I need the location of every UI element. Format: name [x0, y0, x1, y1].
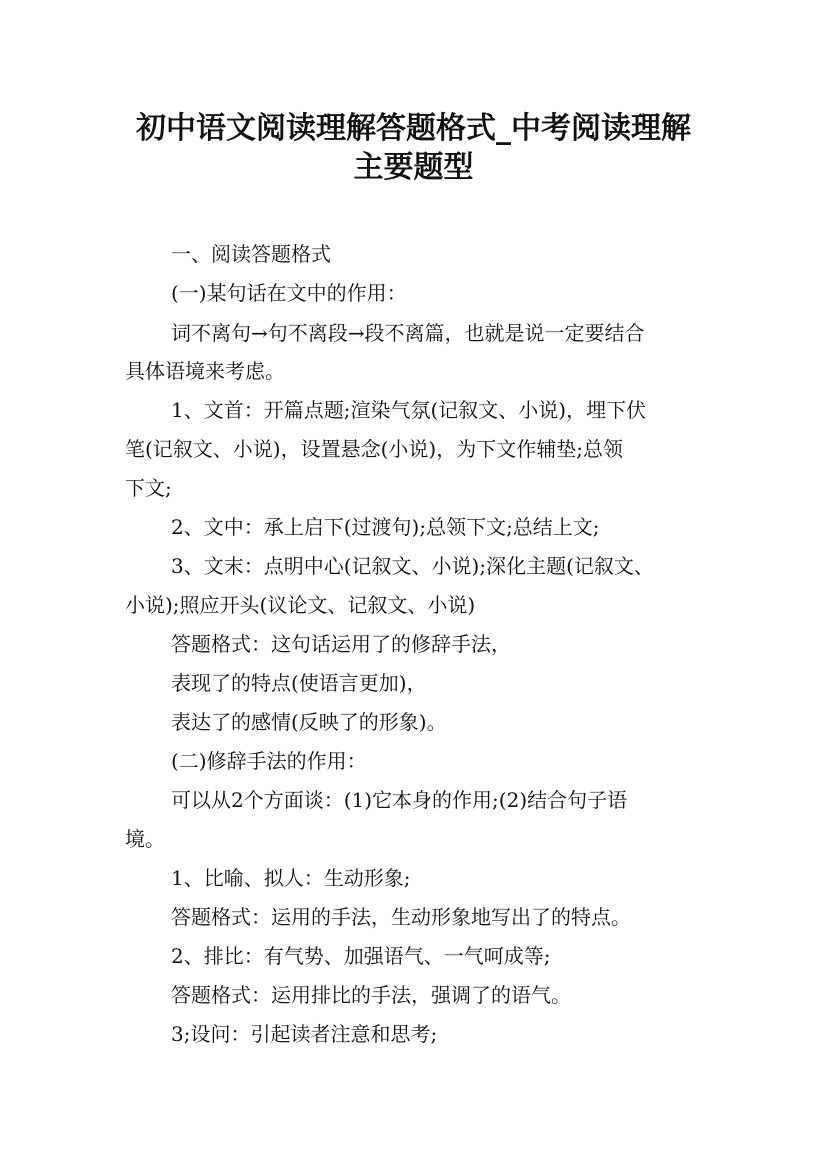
paragraph-line: 1、文首：开篇点题;渲染气氛(记叙文、小说)，埋下伏 [171, 398, 647, 422]
section-heading-answer-format: 一、阅读答题格式 [171, 242, 331, 266]
paragraph-line: 答题格式：运用的手法，生动形象地写出了的特点。 [171, 905, 631, 929]
paragraph-line: 答题格式：运用排比的手法，强调了的语气。 [171, 983, 571, 1007]
paragraph-line: 可以从2个方面谈：(1)它本身的作用;(2)结合句子语 [171, 788, 628, 812]
paragraph-line: 表现了的特点(使语言更加)， [171, 671, 427, 695]
paragraph-line: 小说);照应开头(议论文、记叙文、小说) [125, 593, 476, 617]
paragraph-line: 3、文末：点明中心(记叙文、小说);深化主题(记叙文、 [171, 554, 654, 578]
paragraph-line: 词不离句→句不离段→段不离篇，也就是说一定要结合 [171, 321, 645, 345]
paragraph-line: 答题格式：这句话运用了的修辞手法， [171, 632, 511, 656]
paragraph-line: 3;设问：引起读者注意和思考; [171, 1022, 438, 1046]
paragraph-line: 2、文中：承上启下(过渡句);总领下文;总结上文; [171, 515, 600, 539]
subsection-heading-rhetoric: (二)修辞手法的作用： [171, 749, 367, 773]
paragraph-line: 1、比喻、拟人：生动形象; [171, 866, 411, 890]
paragraph-line: 境。 [125, 827, 165, 851]
paragraph-line: 2、排比：有气势、加强语气、一气呵成等; [171, 944, 551, 968]
paragraph-line: 笔(记叙文、小说)，设置悬念(小说)，为下文作辅垫;总领 [125, 437, 623, 461]
document-title-line-2: 主要题型 [353, 150, 474, 185]
paragraph-line: 具体语境来考虑。 [125, 359, 285, 383]
document-title-line-1: 初中语文阅读理解答题格式_中考阅读理解 [136, 111, 691, 146]
paragraph-line: 表达了的感情(反映了的形象)。 [171, 710, 447, 734]
subsection-heading-sentence-role: (一)某句话在文中的作用： [171, 281, 407, 305]
paragraph-line: 下文; [125, 476, 172, 500]
